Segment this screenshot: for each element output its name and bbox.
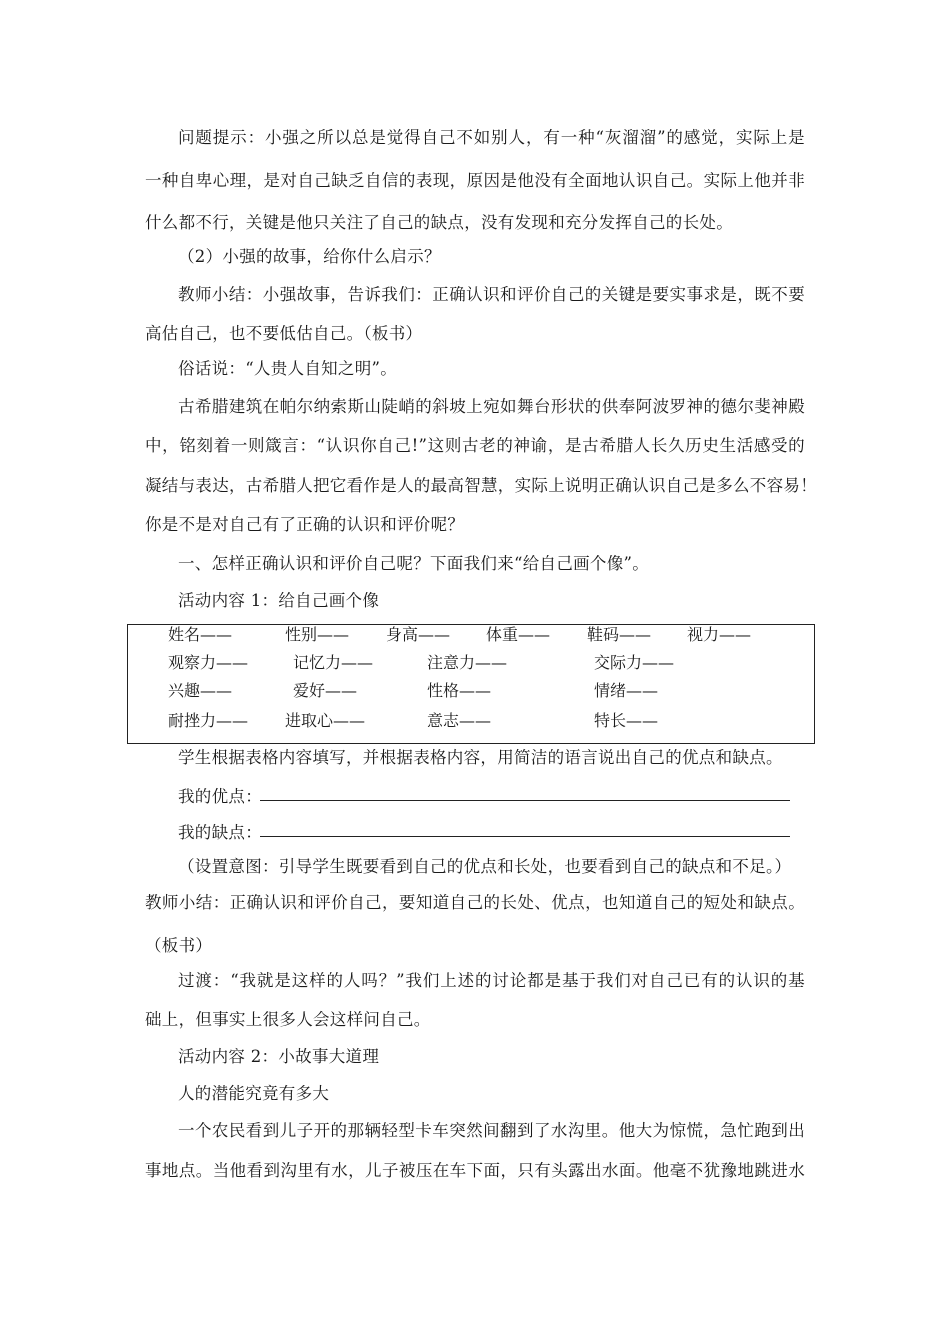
field-height: 身高——	[386, 625, 451, 644]
field-name: 姓名——	[168, 625, 233, 644]
field-eyesight: 视力——	[687, 625, 752, 644]
profile-table	[127, 624, 815, 744]
field-weight: 体重——	[486, 625, 551, 644]
field-specialty: 特长——	[594, 711, 659, 730]
disadvantages-label: 我的缺点：	[178, 823, 262, 842]
problem-hint-line-2: 一种自卑心理，是对自己缺乏自信的表现，原因是他没有全面地认识自己。实际上他并非	[145, 171, 805, 190]
field-interest: 兴趣——	[168, 681, 233, 700]
field-mood: 情绪——	[594, 681, 659, 700]
field-hobby: 爱好——	[293, 681, 358, 700]
advantages-label: 我的优点：	[178, 787, 262, 806]
teacher-summary-1-line-2: 高估自己，也不要低估自己。（板书）	[145, 324, 423, 343]
field-ambition: 进取心——	[285, 711, 366, 730]
problem-hint-line-3: 什么都不行，关键是他只关注了自己的缺点，没有发现和充分发挥自己的长处。	[145, 213, 733, 232]
greek-line-1: 古希腊建筑在帕尔纳索斯山陡峭的斜坡上宛如舞台形状的供奉阿波罗神的德尔斐神殿	[178, 397, 805, 416]
problem-hint-line-1: 问题提示：小强之所以总是觉得自己不如别人，有一种“灰溜溜”的感觉，实际上是	[178, 128, 805, 147]
question-2: （2）小强的故事，给你什么启示？	[178, 247, 441, 266]
story-line-2: 事地点。当他看到沟里有水，儿子被压在车下面，只有头露出水面。他毫不犹豫地跳进水	[145, 1161, 805, 1180]
transition-line-2: 础上，但事实上很多人会这样问自己。	[145, 1010, 431, 1029]
field-social: 交际力——	[594, 653, 675, 672]
advantages-blank[interactable]	[260, 800, 790, 801]
design-intent: （设置意图：引导学生既要看到自己的优点和长处，也要看到自己的缺点和不足。）	[178, 857, 792, 876]
field-memory: 记忆力——	[293, 653, 374, 672]
story-title: 人的潜能究竟有多大	[178, 1084, 330, 1103]
activity-2-title: 活动内容 2：小故事大道理	[178, 1047, 380, 1066]
greek-line-4: 你是不是对自己有了正确的认识和评价呢？	[145, 515, 465, 534]
field-observation: 观察力——	[168, 653, 249, 672]
section-heading-1: 一、怎样正确认识和评价自己呢？下面我们来“给自己画个像”。	[178, 554, 650, 573]
teacher-summary-2-line-2: （板书）	[145, 936, 213, 955]
teacher-summary-1-line-1: 教师小结：小强故事，告诉我们：正确认识和评价自己的关键是要实事求是，既不要	[178, 285, 805, 304]
proverb: 俗话说：“人贵人自知之明”。	[178, 359, 398, 378]
greek-line-3: 凝结与表达，古希腊人把它看作是人的最高智慧，实际上说明正确认识自己是多么不容易！	[145, 476, 817, 495]
field-resilience: 耐挫力——	[168, 711, 249, 730]
story-line-1: 一个农民看到儿子开的那辆轻型卡车突然间翻到了水沟里。他大为惊慌，急忙跑到出	[178, 1121, 805, 1140]
teacher-summary-2-line-1: 教师小结：正确认识和评价自己，要知道自己的长处、优点，也知道自己的短处和缺点。	[145, 893, 805, 912]
field-will: 意志——	[427, 711, 492, 730]
fill-instruction: 学生根据表格内容填写，并根据表格内容，用简洁的语言说出自己的优点和缺点。	[178, 748, 783, 767]
field-gender: 性别——	[285, 625, 350, 644]
greek-line-2: 中，铭刻着一则箴言：“认识你自己!”这则古老的神谕，是古希腊人长久历史生活感受的	[145, 436, 805, 455]
disadvantages-blank[interactable]	[260, 836, 790, 837]
activity-1-title: 活动内容 1：给自己画个像	[178, 591, 380, 610]
transition-line-1: 过渡：“我就是这样的人吗？”我们上述的讨论都是基于我们对自己已有的认识的基	[178, 971, 805, 990]
field-shoe-size: 鞋码——	[587, 625, 652, 644]
field-personality: 性格——	[427, 681, 492, 700]
field-attention: 注意力——	[427, 653, 508, 672]
